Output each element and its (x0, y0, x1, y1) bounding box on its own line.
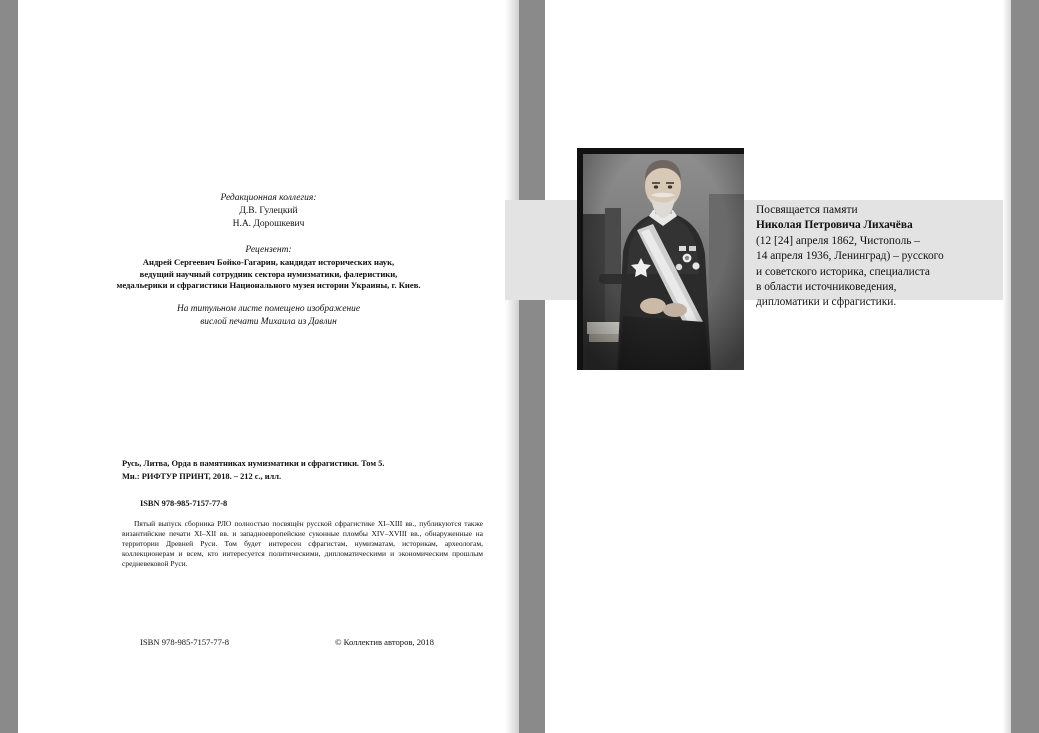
reviewers-heading: Рецензент: (245, 245, 292, 255)
title-page-note-line: вислой печати Михаила из Давлин (200, 317, 337, 327)
editorial-board-member: Д.В. Гулецкий (239, 206, 298, 216)
dedication-line: Посвящается памяти (756, 204, 858, 216)
isbn-bottom: ISBN 978-985-7157-77-8 (140, 637, 230, 647)
imprint-publisher: Мн.: РИФТУР ПРИНТ, 2018. – 212 с., илл. (122, 471, 282, 481)
editorial-board-heading: Редакционная коллегия: (220, 193, 317, 203)
left-page (18, 0, 519, 733)
imprint-block (122, 458, 467, 483)
dedication-block (756, 203, 991, 311)
title-page-note (18, 303, 519, 329)
dedication-line: дипломатики и сфрагистики. (756, 296, 897, 309)
title-page-note-line: На титульном листе помещено изображение (176, 304, 361, 314)
dedication-name: Николая Петровича Лихачёва (756, 219, 913, 232)
copyright-notice: © Коллектив авторов, 2018 (335, 637, 434, 647)
portrait-illustration (583, 154, 744, 370)
page-edge-shadow (1003, 0, 1011, 733)
dedication-line: и советского историка, специалиста (756, 265, 930, 278)
dedication-line: в области источниковедения, (756, 281, 897, 294)
credits-block (18, 192, 519, 305)
reviewer-line: ведущий научный сотрудник сектора нумизматики, фалеристики, (139, 268, 398, 279)
editorial-board-member: Н.А. Дорошкевич (232, 219, 305, 229)
editorial-board (18, 192, 519, 231)
imprint-title: Русь, Литва, Орда в памятниках нумизматики и сфрагистики. Том 5. (122, 459, 385, 468)
abstract-block (122, 519, 483, 569)
isbn-top: ISBN 978-985-7157-77-8 (140, 499, 228, 508)
reviewer-line: Андрей Сергеевич Бойко-Гагарин, кандидат исторических наук, (142, 257, 395, 267)
dedication-line: (12 [24] апреля 1862, Чистополь – (756, 234, 920, 247)
gutter-shadow-left (505, 0, 519, 733)
reviewer-line: медальерики и сфрагистики Национального музея истории Украины, г. Киев. (116, 280, 421, 291)
reviewers (18, 244, 519, 292)
abstract-text: Пятый выпуск сборника РЛО полностью посвящён русской сфрагистике XI–XIII вв., публикуются также византийские печати XI–XII вв. и западноевропейские суконные пломбы XIV–XVIII вв., обнаруженные на территории Древней Руси. Том будет интересен сфрагистам, нумизматам, историкам, археологам, коллекционерам и всем, кто интересуется политическими, дипломатическими и экономическим прошлым средневековой Руси. (122, 519, 483, 569)
dedication-line: 14 апреля 1936, Ленинград) – русского (756, 250, 944, 263)
portrait-photograph (583, 154, 744, 370)
portrait-frame (577, 148, 744, 370)
